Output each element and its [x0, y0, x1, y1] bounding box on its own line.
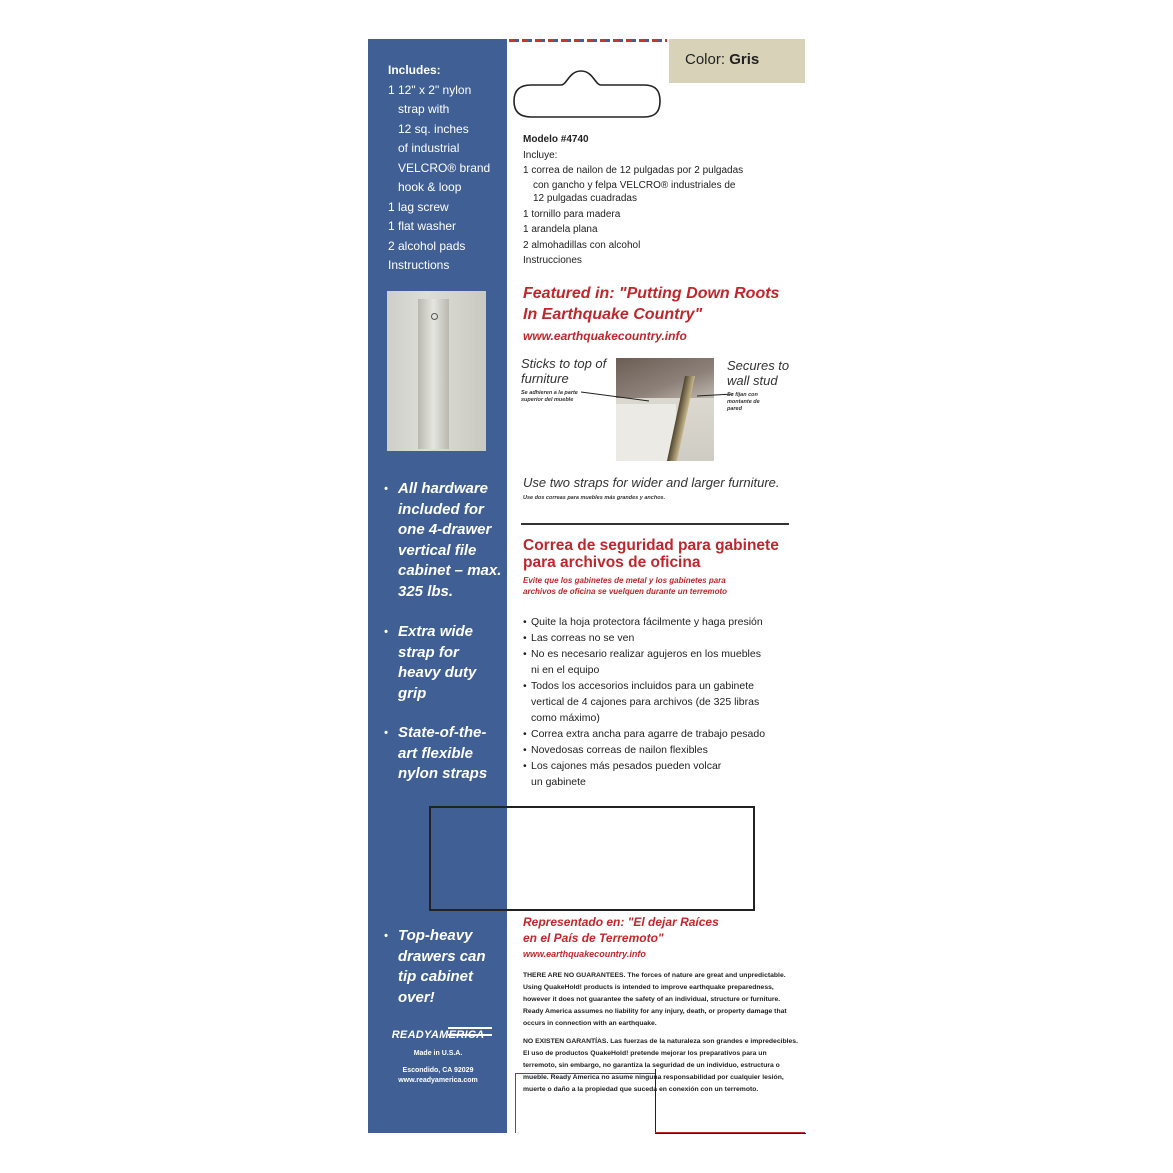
list-item-cont: un gabinete	[531, 776, 586, 788]
strap-image	[418, 299, 449, 449]
address: Escondido, CA 92029	[402, 1067, 474, 1074]
usage-es: Use dos correas para muebles más grandes y anchos.	[523, 495, 666, 501]
blister-window-outline	[429, 806, 755, 911]
model-line: 1 tornillo para madera	[523, 208, 621, 220]
left-blue-panel	[368, 39, 507, 1133]
product-subtitle-line: archivos de oficina se vuelquen durante un terremoto	[523, 587, 728, 596]
includes-line: VELCRO® brand	[398, 160, 491, 175]
model-line: con gancho y felpa VELCRO® industriales de	[533, 179, 736, 191]
hang-hole-icon	[513, 69, 663, 123]
website: www.readyamerica.com	[398, 1077, 478, 1084]
represented-in	[523, 914, 783, 962]
bullet-icon: •	[384, 727, 388, 739]
color-label: Color:	[685, 51, 726, 68]
usage-en: Use two straps for wider and larger furniture.	[523, 475, 780, 490]
represented-line: Representado en: "El dejar Raíces	[523, 915, 719, 929]
model-line: 1 correa de nailon de 12 pulgadas por 2 pulgadas	[523, 165, 744, 176]
bullet-icon: •	[384, 930, 388, 942]
list-item: • Los cajones más pesados pueden volcar	[523, 758, 801, 774]
bullet-icon: •	[384, 483, 388, 495]
list-item-cont: ni en el equipo	[531, 664, 600, 676]
color-box	[669, 39, 805, 83]
product-card-back	[368, 39, 805, 1133]
includes-line: hook & loop	[398, 180, 462, 194]
secures-label-en: Secures to wall stud	[727, 358, 790, 388]
cut-line-red	[515, 1073, 655, 1074]
product-subtitle-es	[523, 575, 793, 597]
model-line: 2 almohadillas con alcohol	[523, 239, 641, 251]
includes-heading: Includes:	[388, 63, 441, 77]
model-includes	[523, 132, 793, 269]
cut-line-red	[655, 1132, 805, 1133]
divider	[521, 523, 789, 525]
model-line: Instrucciones	[523, 255, 582, 266]
feature-wide-strap: • Extra wide strap for heavy duty grip	[384, 623, 477, 702]
flag-strip	[509, 39, 667, 42]
secures-label	[727, 358, 797, 413]
ready-america-logo	[380, 1029, 496, 1086]
includes-line: 2 alcohol pads	[388, 238, 466, 253]
right-panel	[507, 39, 805, 1133]
list-item-cont: como máximo)	[531, 712, 600, 724]
product-title-line: Correa de seguridad para gabinete	[523, 537, 779, 554]
list-item-cont: vertical de 4 cajones para archivos (de 325 libras	[531, 696, 760, 708]
sticks-label-en: Sticks to top of furniture	[521, 356, 607, 386]
cut-line-red	[515, 1073, 516, 1133]
product-subtitle-line: Evite que los gabinetes de metal y los gabinetes para	[523, 576, 726, 585]
includes-line: 1 flat washer	[388, 219, 457, 233]
featured-title-line: Featured in: "Putting Down Roots	[523, 285, 780, 302]
model-includes-heading: Incluye:	[523, 149, 558, 161]
includes-line: of industrial	[398, 141, 460, 155]
install-diagram	[521, 356, 797, 476]
product-title-line: para archivos de oficina	[523, 554, 701, 571]
includes-line: Instructions	[388, 258, 450, 272]
screw-hole	[431, 313, 438, 320]
disclaimer-en: THERE ARE NO GUARANTEES. The forces of nature are great and unpredictable. Using QuakeHold! products is intended to improve earthquake preparedness, however it does not guarantee the safety of an individual, structure or furniture. Ready America assumes no liability for any injury, death, or property damage that occurs in connection with an earthquake.	[523, 972, 787, 1027]
model-line: 1 arandela plana	[523, 224, 598, 235]
color-value: Gris	[729, 51, 760, 68]
feature-flexible-straps: • State-of-the-art flexible nylon straps	[384, 724, 488, 782]
list-item: • Todos los accesorios incluidos para un gabinete	[523, 678, 801, 694]
strap-photo	[387, 291, 486, 451]
includes-list	[388, 61, 506, 276]
usage-note	[523, 475, 793, 501]
includes-line: 12 sq. inches	[398, 121, 469, 136]
represented-url: www.earthquakecountry.info	[523, 949, 646, 959]
list-item: • Novedosas correas de nailon flexibles	[523, 742, 801, 758]
logo-wordmark: READYAMERICA	[391, 1029, 485, 1041]
list-item: • Correa extra ancha para agarre de trabajo pesado	[523, 726, 801, 742]
product-title-es	[523, 537, 793, 597]
featured-in	[523, 283, 793, 347]
cut-line	[655, 1069, 806, 1134]
sticks-label-es: Se adhieren a la parte superior del mueble	[521, 390, 578, 403]
featured-url: www.earthquakecountry.info	[523, 329, 687, 343]
featured-title-line: In Earthquake Country"	[523, 306, 703, 323]
includes-line: strap with	[398, 102, 450, 116]
made-in: Made in U.S.A.	[413, 1050, 463, 1057]
model-title: Modelo #4740	[523, 134, 589, 145]
list-item: • Las correas no se ven	[523, 630, 801, 646]
bullet-list-es	[523, 614, 801, 790]
list-item: • No es necesario realizar agujeros en los muebles	[523, 646, 801, 662]
feature-top-heavy: • Top-heavy drawers can tip cabinet over!	[384, 927, 486, 1006]
color-text	[685, 51, 759, 68]
disclaimer-es: NO EXISTEN GARANTÍAS. Las fuerzas de la naturaleza son grandes e impredecibles. El uso de productos QuakeHold! pretende mejorar los preparativos para un terremoto, sin embargo, no garantiza la seguridad de un individuo, estructura o mueble. Ready America no asume ninguna responsabilidad por cualquier lesión, muerte o daño a la propiedad que suceda en conexión con un terremoto.	[523, 1038, 798, 1093]
model-line: 12 pulgadas cuadradas	[533, 192, 637, 204]
list-item: • Quite la hoja protectora fácilmente y haga presión	[523, 614, 801, 630]
feature-hardware: • All hardware included for one 4-drawer vertical file cabinet – max. 325 lbs.	[384, 480, 502, 600]
represented-line: en el País de Terremoto"	[523, 931, 664, 945]
bullet-icon: •	[384, 626, 388, 638]
includes-line: 1 lag screw	[388, 199, 449, 214]
secures-label-es: Se fijan con montante de pared	[727, 392, 760, 412]
includes-line: 1 12" x 2" nylon	[388, 82, 472, 97]
